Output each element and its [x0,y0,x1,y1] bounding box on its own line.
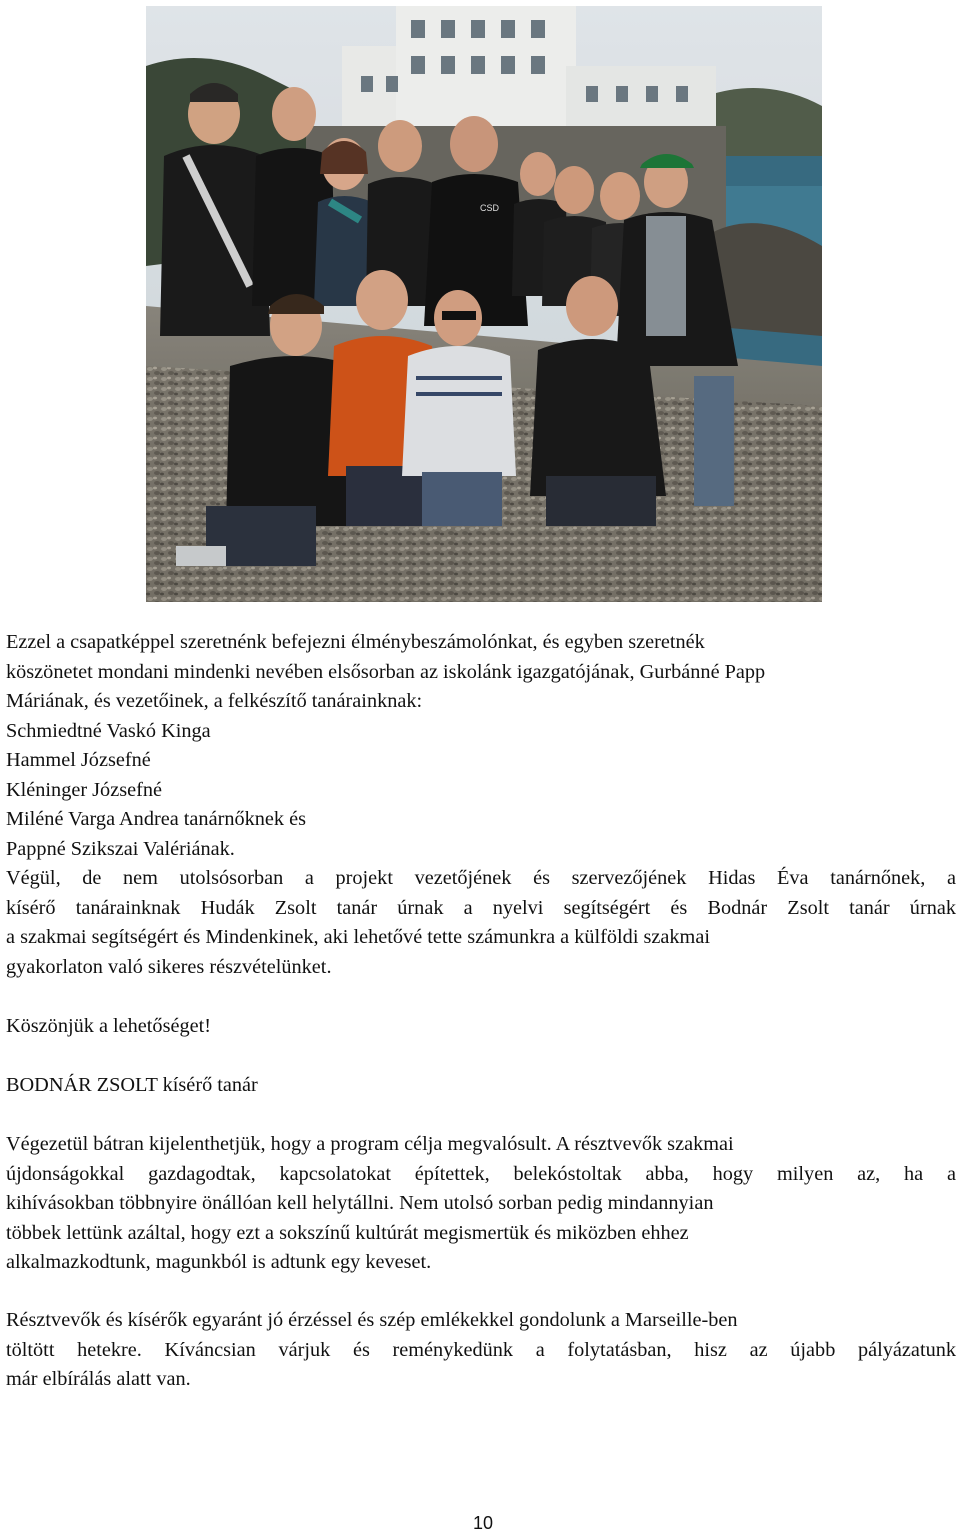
final-thanks-line: gyakorlaton való sikeres részvételünket. [6,955,332,978]
teacher-name: Miléné Varga Andrea tanárnőknek és [6,808,306,830]
memories-paragraph [6,1306,956,1395]
intro-line: Máriának, és vezetőinek, a felkészítő tanárainknak: [6,690,423,712]
intro-line: köszönetet mondani mindenki nevében elsősorban az iskolánk igazgatójának, Gurbánné Papp [6,660,766,683]
final-thanks-line: a szakmai segítségért és Mindenkinek, aki lehetővé tette számunkra a külföldi szakmai [6,926,710,948]
final-thanks-line: Végül, de nem utolsósorban a projekt vezetőjének és szervezőjének Hidas Éva tanárnőnek, a [6,867,956,889]
closing-thanks [6,1012,956,1042]
memories-line: már elbírálás alatt van. [6,1368,191,1390]
page-number: 10 [472,1513,494,1533]
conclusion-line: Végezetül bátran kijelenthetjük, hogy a program célja megvalósult. A résztvevők szakmai [6,1133,734,1155]
final-thanks-line: kísérő tanárainknak Hudák Zsolt tanár úrnak a nyelvi segítségért és Bodnár Zsolt tanár úrnak [6,896,956,919]
teacher-name: Schmiedtné Vaskó Kinga [6,719,211,742]
author-line: BODNÁR ZSOLT kísérő tanár [6,1074,258,1096]
memories-line: töltött hetekre. Kíváncsian várjuk és reménykedünk a folytatásban, hisz az újabb pályázatunk [6,1338,956,1361]
conclusion-line: kihívásokban többnyire önállóan kell helytállni. Nem utolsó sorban pedig mindannyian [6,1192,714,1214]
closing-thanks-text: Köszönjük a lehetőséget! [6,1015,212,1037]
intro-line: Ezzel a csapatképpel szeretnénk befejezni élménybeszámolónkat, és egyben szeretnék [6,631,705,653]
memories-line: Résztvevők és kísérők egyaránt jó érzéssel és szép emlékekkel gondolunk a Marseille-ben [6,1309,738,1331]
conclusion-line: alkalmazkodtunk, magunkból is adtunk egy keveset. [6,1251,432,1273]
group-photo [146,6,822,602]
intro-paragraph [6,628,956,982]
teacher-name: Kléninger Józsefné [6,778,162,801]
teacher-name: Hammel Józsefné [6,749,151,771]
author-signature [6,1071,956,1101]
conclusion-paragraph [6,1130,956,1278]
conclusion-line: többek lettünk azáltal, hogy ezt a sokszínű kultúrát megismertük és miközben ehhez [6,1221,689,1244]
teacher-name: Pappné Szikszai Valériának. [6,837,235,860]
conclusion-line: újdonságokkal gazdagodtak, kapcsolatokat építettek, belekóstoltak abba, hogy milyen az, ha a [6,1162,956,1185]
shirt-print-text: CSD [480,203,500,213]
